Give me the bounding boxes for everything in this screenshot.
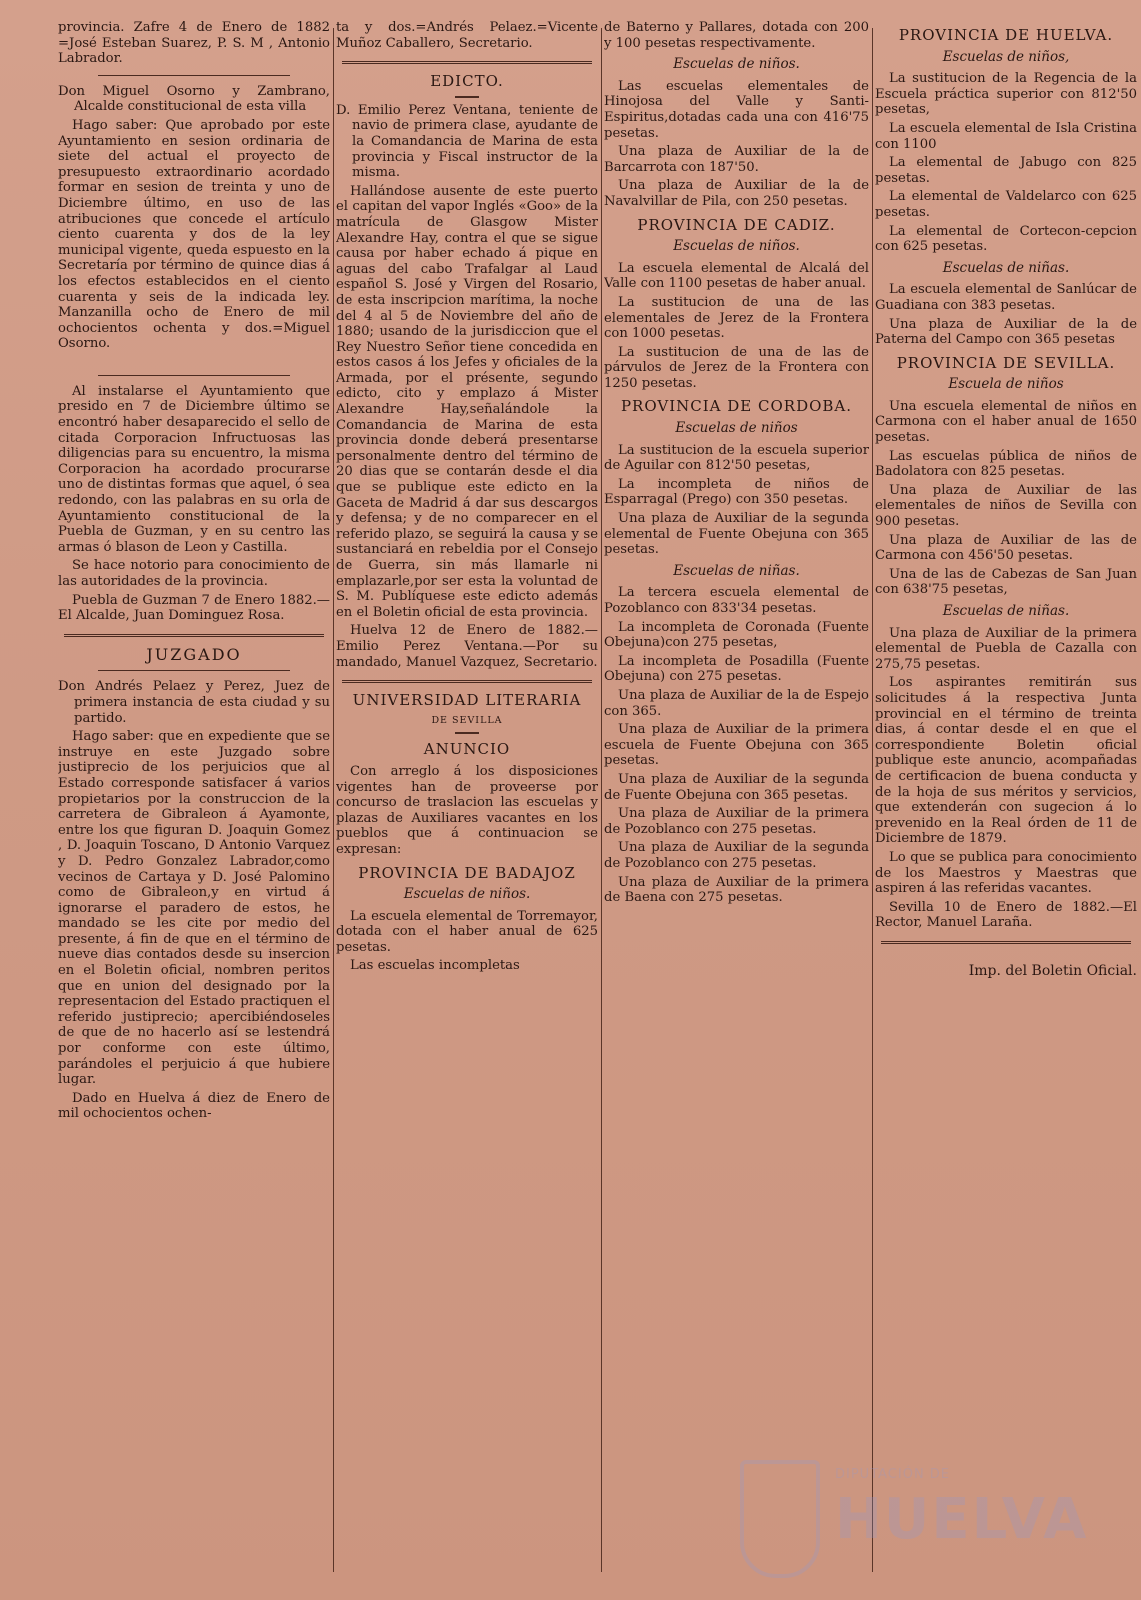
- printer-credit: Imp. del Boletin Oficial.: [968, 962, 1137, 979]
- separator: [98, 375, 290, 376]
- continued-text: ta y dos.=Andrés Pelaez.=Vicente Muñoz Caballero, Secretario.: [336, 20, 598, 51]
- vacancy-item: La elemental de Jabugo con 825 pesetas.: [875, 155, 1137, 186]
- vacancy-item: La incompleta de Coronada (Fuente Obejuna)con 275 pesetas,: [604, 619, 869, 651]
- section-heading: JUZGADO: [146, 644, 242, 664]
- vacancy-item: Una plaza de Auxiliar de la primera de Baena con 275 pesetas.: [604, 874, 869, 906]
- vacancy-item: La sustitucion de la escuela superior de Aguilar con 812'50 pesetas,: [604, 442, 869, 474]
- separator: [455, 96, 479, 98]
- vacancy-item: Las escuelas incompletas: [350, 958, 520, 974]
- vacancy-item: Una plaza de Auxiliar de la segunda elemental de Fuente Obejuna con 365 pesetas.: [604, 511, 869, 558]
- province-heading: PROVINCIA DE CORDOBA.: [620, 397, 853, 416]
- vacancy-item: La incompleta de niños de Esparragal (Prego) con 350 pesetas.: [604, 476, 869, 508]
- vacancy-item: Una plaza de Auxiliar de la de Paterna del Campo con 365 pesetas: [875, 316, 1137, 348]
- notice-body: Hallándose ausente de este puerto el capitan del vapor Inglés «Goo» de la matrícula de Glasgow Mister Alexandre Hay, contra el que se sigue causa por haber echado á pique en aguas del cabo Trafalgar al Laud español S. José y Virgen del Rosario, de esta inscripcion marítima, la noche del 4 al 5 de Noviembre del año de 1880; usando de la jurisdiccion que el Rey Nuestro Señor tiene concedida en estos casos á los Jefes y oficiales de la Armada, por el présente, segundo edicto, cito y emplazo á Mister Alexandre Hay,señalándole la Comandancia de Marina de esta provincia donde deberá presentarse personalmente dentro del término de 20 dias que se contarán desde el dia que se publique este edicto en la Gaceta de Madrid á dar sus descargos y defensa; y de no comparecer en el referido plazo, se seguirá la causa y se sustanciará en rebeldia por el Consejo de Guerra, sin más llamarle ni emplazarle,por ser esta la voluntad de S. M. Publíquese este edicto además en el Boletin oficial de esta provincia.: [336, 183, 598, 620]
- separator: [64, 634, 324, 637]
- watermark-line2: HUELVA: [835, 1487, 1089, 1552]
- separator: [342, 680, 592, 683]
- notice-body: Hago saber: Que aprobado por este Ayuntamiento en sesion ordinaria de siete del actual el proyecto de presupuesto extraordinario acordado formar en sesion de treinta y uno de Diciembre último, en uso de las atribuciones que concede el artículo ciento cuarenta y dos de la ley municipal vigente, queda espuesto en la Secretaría por término de quince dias á los efectos establecidos en el ciento cuarenta y seis de la indicada ley. Manzanilla ocho de Enero de mil ochocientos ochenta y dos.=Miguel Osorno.: [58, 117, 330, 352]
- vacancy-item: La escuela elemental de Sanlúcar de Guadiana con 383 pesetas.: [875, 282, 1137, 313]
- continued-text: provincia. Zafre 4 de Enero de 1882 =José Esteban Suarez, P. S. M , Antonio Labrador.: [58, 20, 330, 67]
- province-heading: PROVINCIA DE BADAJOZ: [358, 863, 576, 882]
- notice-body: Con arreglo á los disposiciones vigentes han de proveerse por concurso de traslacion las escuelas y plazas de Auxiliares vacantes en los pueblos que á continuacion se expresan:: [336, 763, 598, 857]
- school-type-heading: Escuelas de niños.: [673, 238, 800, 255]
- vacancy-item: La sustitucion de una de las de párvulos de Jerez de la Frontera con 1250 pesetas.: [604, 344, 869, 391]
- vacancy-item: Una de las de Cabezas de San Juan con 638'75 pesetas,: [875, 566, 1137, 598]
- vacancy-item: La sustitucion de una de las elementales de Jerez de la Frontera con 1000 pesetas.: [604, 294, 869, 342]
- school-type-heading: Escuelas de niñas.: [942, 259, 1070, 276]
- vacancy-item: La elemental de Valdelarco con 625 pesetas.: [875, 189, 1137, 220]
- vacancy-item: La elemental de Cortecon-cepcion con 625 pesetas.: [875, 223, 1137, 255]
- school-type-heading: Escuelas de niños.: [673, 56, 800, 73]
- continued-text: de Baterno y Pallares, dotada con 200 y 100 pesetas respectivamente.: [604, 20, 869, 51]
- column-rule: [601, 28, 602, 1572]
- school-type-heading: Escuela de niños: [948, 376, 1064, 393]
- vacancy-item: Una plaza de Auxiliar de la de Navalvillar de Pila, con 250 pesetas.: [604, 178, 869, 209]
- separator: [455, 732, 479, 734]
- vacancy-item: Una escuela elemental de niños en Carmona con el haber anual de 1650 pesetas.: [875, 398, 1137, 446]
- column-2: [336, 20, 598, 1580]
- column-rule: [872, 28, 873, 1572]
- column-4: [875, 20, 1137, 1580]
- vacancy-item: La escuela elemental de Alcalá del Valle con 1100 pesetas de haber anual.: [604, 260, 869, 292]
- vacancy-item: Las escuelas elementales de Hinojosa del Valle y Santi-Espiritus,dotadas cada una con 416'75 pesetas.: [604, 78, 869, 141]
- province-heading: PROVINCIA DE SEVILLA.: [896, 353, 1116, 372]
- section-subheading: DE SEVILLA: [431, 714, 503, 726]
- notice-body: Hago saber: que en expediente que se instruye en este Juzgado sobre justiprecio de los perjuicios que al Estado corresponde satisfacer á varios propietarios por la construccion de la carretera de Gibraleon á Ayamonte, entre los que figuran D. Joaquin Gomez , D. Joaquin Toscano, D Antonio Varquez y D. Pedro Gonzalez Labrador,como vecinos de Cartaya y D. José Palomino como de Gibraleon,y en virtud á ignorarse el paradero de estos, he mandado se les cite por medio del presente, á fin de que en el término de nueve dias contados desde su insercion en el Boletin oficial, nombren peritos que en union del designado por la representacion del Estado practiquen el referido justiprecio; apercibiéndoseles de que de no hacerlo así se lestendrá por conforme con este último, parándoles el perjuicio á que hubiere lugar.: [58, 729, 330, 1088]
- section-heading: UNIVERSIDAD LITERARIA: [352, 691, 582, 710]
- vacancy-item: Una plaza de Auxiliar de la primera elemental de Puebla de Cazalla con 275,75 pesetas.: [875, 625, 1137, 672]
- school-type-heading: Escuelas de niños: [675, 420, 798, 437]
- school-type-heading: Escuelas de niñas.: [673, 562, 800, 579]
- vacancy-item: Una plaza de Auxiliar de la de Barcarrota con 187'50.: [604, 144, 869, 175]
- vacancy-item: La escuela elemental de Torremayor, dotada con el haber anual de 625 pesetas.: [336, 908, 598, 955]
- vacancy-item: Una plaza de Auxiliar de la segunda de Pozoblanco con 275 pesetas.: [604, 840, 869, 871]
- notice-body: Al instalarse el Ayuntamiento que presido en 7 de Diciembre último se encontró haber desaparecido el sello de citada Corporacion Infructuosas las diligencias para su encuentro, la misma Corporacion ha acordado procurarse uno de distintas formas que aquel, ó sea redondo, con las palabras en su orla de Ayuntamiento constitucional de la Puebla de Guzman, y en su centro las armas ó blason de Leon y Castilla.: [58, 383, 330, 555]
- vacancy-item: Una plaza de Auxiliar de la segunda de Fuente Obejuna con 365 pesetas.: [604, 771, 869, 803]
- column-3: [604, 20, 869, 1580]
- notice-signature: Puebla de Guzman 7 de Enero 1882.—El Alcalde, Juan Dominguez Rosa.: [58, 592, 330, 624]
- school-type-heading: Escuelas de niños.: [403, 886, 531, 903]
- vacancy-item: Una plaza de Auxiliar de la primera escuela de Fuente Obejuna con 365 pesetas.: [604, 722, 869, 769]
- section-heading: ANUNCIO: [423, 740, 511, 759]
- notice-signature: Sevilla 10 de Enero de 1882.—El Rector, Manuel Laraña.: [875, 899, 1137, 931]
- school-type-heading: Escuelas de niños,: [942, 48, 1070, 65]
- notice-body: Los aspirantes remitirán sus solicitudes á la respectiva Junta provincial en el término de treinta dias, á contar desde el en que el correspondiente Boletin oficial publique este anuncio, acompañadas de certificacion de buena conducta y de la hoja de sus méritos y servicios, que extenderán con sugecion á lo prevenido en la Real órden de 11 de Diciembre de 1879.: [875, 675, 1137, 847]
- notice-body: Dado en Huelva á diez de Enero de mil ochocientos ochen-: [58, 1090, 330, 1122]
- vacancy-item: La incompleta de Posadilla (Fuente Obejuna) con 275 pesetas.: [604, 653, 869, 685]
- vacancy-item: Las escuelas pública de niños de Badolatora con 825 pesetas.: [875, 448, 1137, 480]
- column-1: [58, 20, 330, 1580]
- notice-signature: Huelva 12 de Enero de 1882.—Emilio Perez Ventana.—Por su mandado, Manuel Vazquez, Secretario.: [336, 623, 598, 670]
- vacancy-item: La sustitucion de la Regencia de la Escuela práctica superior con 812'50 pesetas,: [875, 71, 1137, 118]
- vacancy-item: Una plaza de Auxiliar de las de Carmona con 456'50 pesetas.: [875, 532, 1137, 564]
- province-heading: PROVINCIA DE HUELVA.: [898, 26, 1114, 44]
- separator: [98, 75, 290, 76]
- school-type-heading: Escuelas de niñas.: [942, 603, 1070, 619]
- notice-body: Lo que se publica para conocimiento de los Maestros y Maestras que aspiren á las referidas vacantes.: [875, 849, 1137, 897]
- separator: [98, 670, 290, 671]
- notice-body: Se hace notorio para conocimiento de las autoridades de la provincia.: [58, 558, 330, 589]
- notice-intro: Don Andrés Pelaez y Perez, Juez de primera instancia de esta ciudad y su partido.: [58, 679, 330, 726]
- separator: [342, 61, 592, 64]
- vacancy-item: Una plaza de Auxiliar de la de Espejo con 365.: [604, 687, 869, 719]
- province-heading: PROVINCIA DE CADIZ.: [637, 215, 836, 234]
- vacancy-item: Una plaza de Auxiliar de la primera de Pozoblanco con 275 pesetas.: [604, 806, 869, 837]
- section-heading: EDICTO.: [430, 72, 504, 91]
- vacancy-item: La escuela elemental de Isla Cristina con 1100: [875, 120, 1137, 152]
- watermark-line1: DIPUTACIÓN DE: [835, 1467, 951, 1482]
- separator: [881, 941, 1131, 944]
- column-rule: [333, 28, 334, 1572]
- notice-intro: D. Emilio Perez Ventana, teniente de navio de primera clase, ayudante de la Comandancia de Marina de esta provincia y Fiscal instructor de la misma.: [336, 102, 598, 181]
- vacancy-item: Una plaza de Auxiliar de las elementales de niños de Sevilla con 900 pesetas.: [875, 482, 1137, 530]
- notice-intro: Don Miguel Osorno y Zambrano, Alcalde constitucional de esta villa: [58, 83, 330, 115]
- vacancy-item: La tercera escuela elemental de Pozoblanco con 833'34 pesetas.: [604, 585, 869, 616]
